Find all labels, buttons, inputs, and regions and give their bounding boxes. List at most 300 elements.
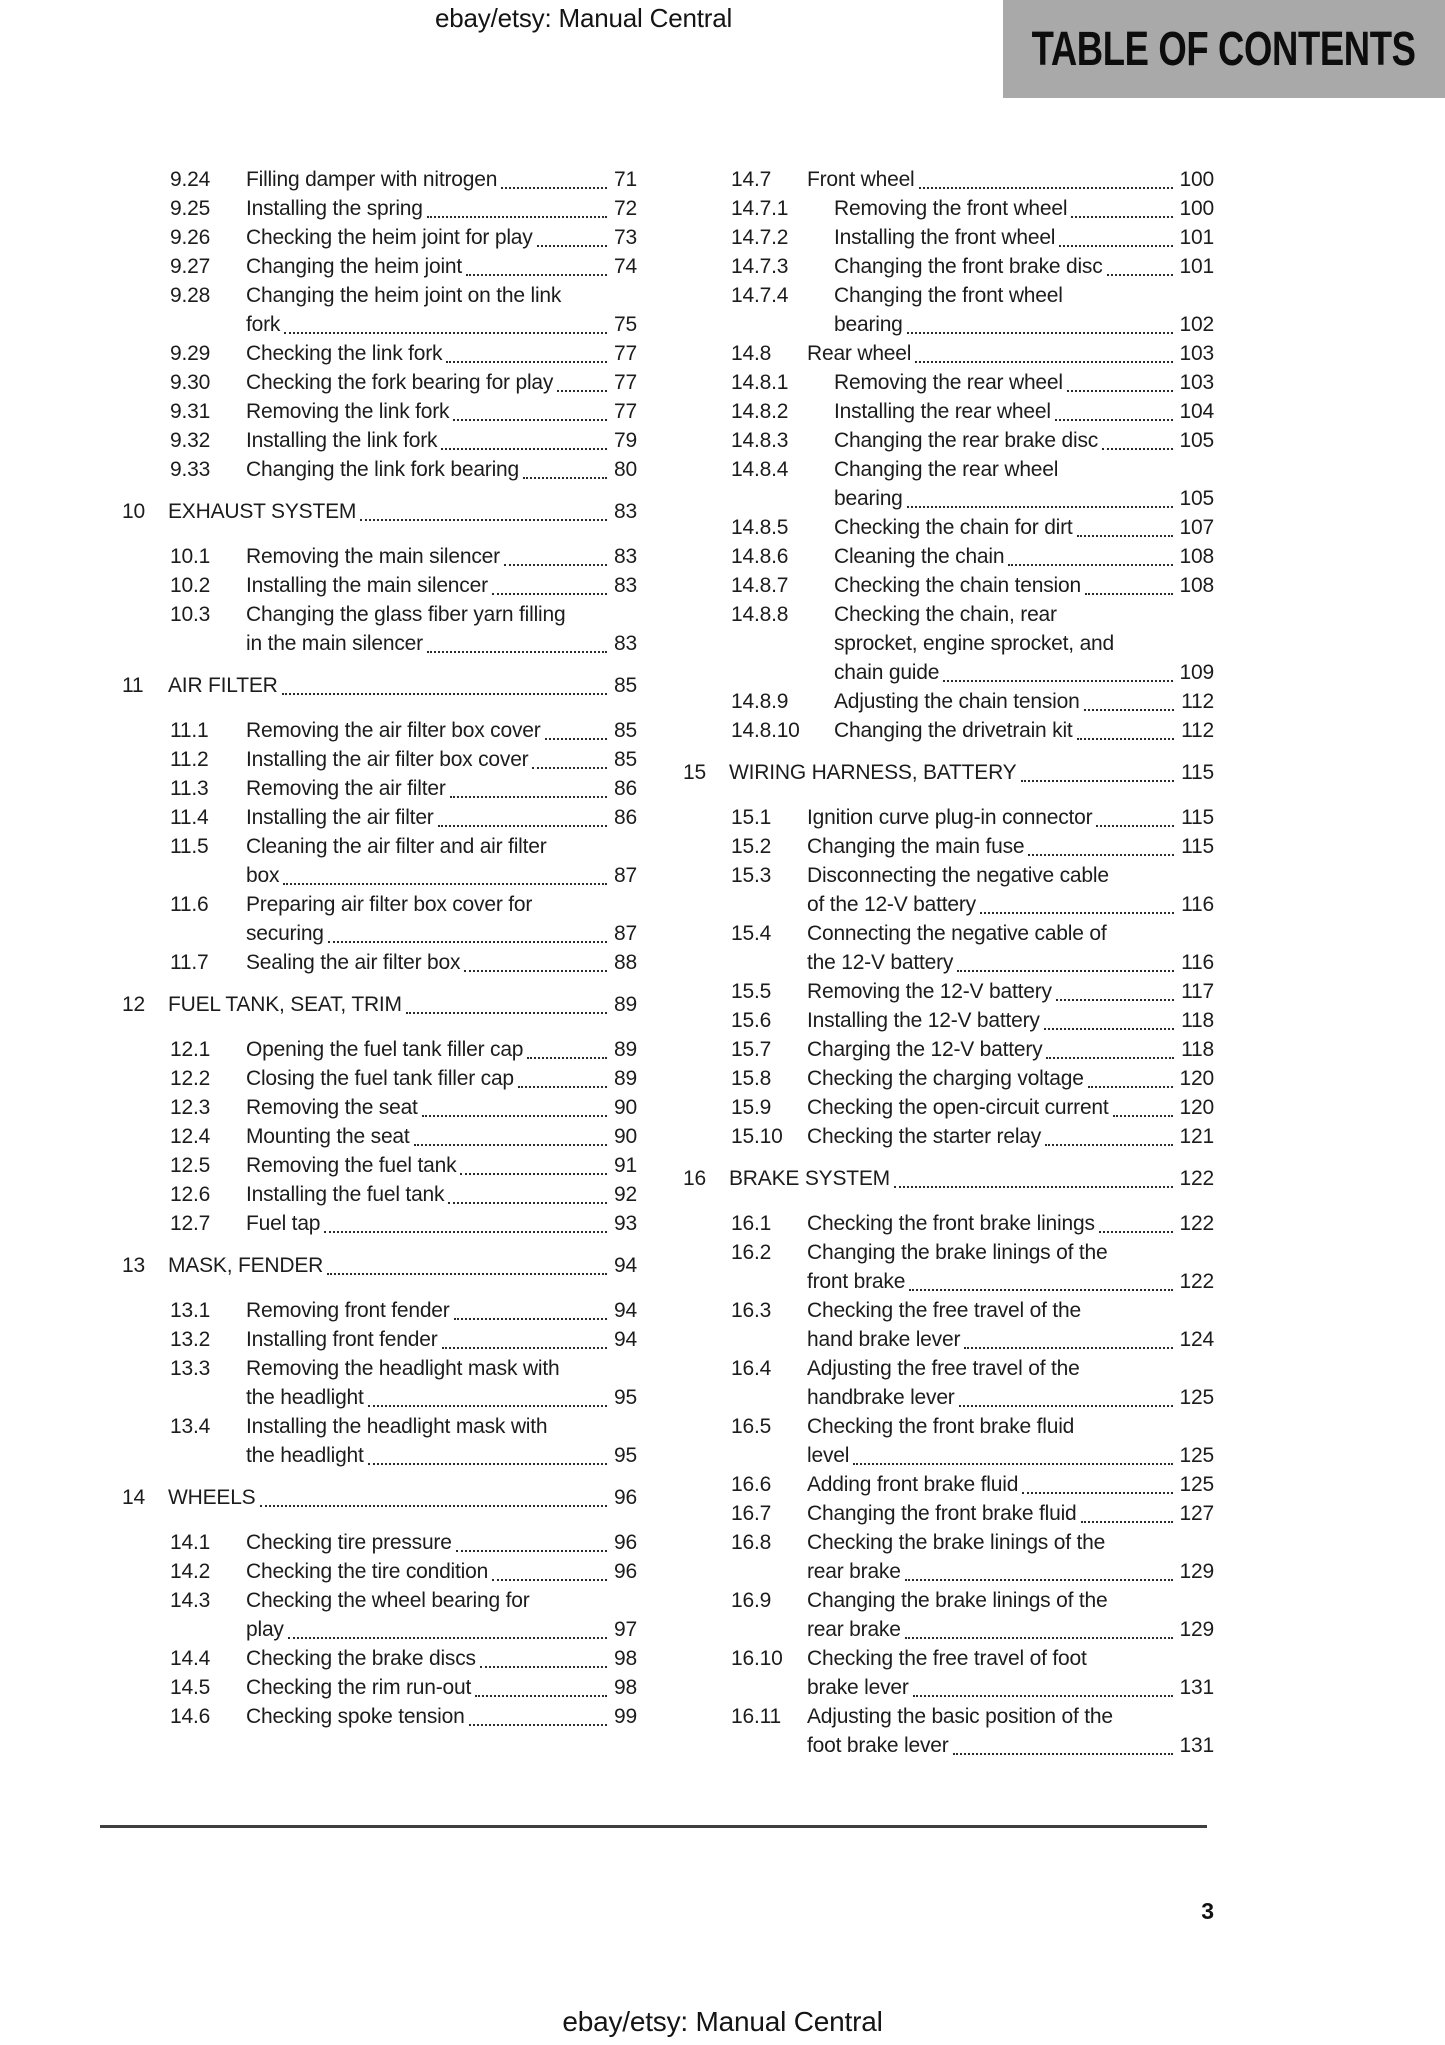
dot-leader bbox=[460, 1169, 607, 1175]
toc-entry-14.8.8 bbox=[683, 600, 1214, 687]
toc-entry-page-number: 83 bbox=[614, 574, 637, 597]
toc-entry-title-line: Checking spoke tension bbox=[246, 1705, 465, 1728]
dot-leader bbox=[406, 1008, 607, 1014]
toc-entry-page-number: 124 bbox=[1179, 1328, 1214, 1351]
toc-entry-number: 14.6 bbox=[170, 1705, 211, 1728]
toc-entry-number: 11.5 bbox=[170, 835, 209, 858]
dot-leader bbox=[324, 1227, 607, 1233]
toc-entry-title-line: Disconnecting the negative cable bbox=[807, 864, 1109, 887]
toc-entry-15.9 bbox=[683, 1093, 1214, 1122]
toc-entry-number: 15.2 bbox=[731, 835, 772, 858]
footer-divider-rule bbox=[100, 1825, 1207, 1828]
toc-entry-title-line: Checking the open-circuit current bbox=[807, 1096, 1109, 1119]
toc-entry-10.2 bbox=[122, 571, 637, 600]
toc-entry-title-line: the headlight bbox=[246, 1444, 364, 1467]
toc-entry-number: 14.8.7 bbox=[731, 574, 789, 597]
dot-leader bbox=[905, 1633, 1173, 1639]
toc-entry-title-line: Checking the link fork bbox=[246, 342, 443, 365]
toc-entry-9.24 bbox=[122, 165, 637, 194]
toc-entry-page-number: 104 bbox=[1179, 400, 1214, 423]
toc-entry-9.30 bbox=[122, 368, 637, 397]
toc-entry-page-number: 103 bbox=[1179, 371, 1214, 394]
dot-leader bbox=[283, 879, 607, 885]
toc-entry-14.5 bbox=[122, 1673, 637, 1702]
toc-entry-title-line: Rear wheel bbox=[807, 342, 912, 365]
toc-entry-title-line: handbrake lever bbox=[807, 1386, 955, 1409]
toc-entry-16.9 bbox=[683, 1586, 1214, 1644]
toc-entry-14.8.5 bbox=[683, 513, 1214, 542]
toc-entry-page-number: 115 bbox=[1181, 835, 1214, 858]
toc-entry-page-number: 108 bbox=[1179, 545, 1214, 568]
toc-entry-number: 12.3 bbox=[170, 1096, 211, 1119]
toc-entry-title-line: Checking the chain, rear bbox=[834, 603, 1057, 626]
toc-entry-title-line: Fuel tap bbox=[246, 1212, 321, 1235]
toc-entry-page-number: 112 bbox=[1181, 719, 1214, 742]
toc-entry-page-number: 86 bbox=[614, 777, 637, 800]
toc-entry-title-line: Changing the heim joint bbox=[246, 255, 463, 278]
toc-entry-title-line: Changing the drivetrain kit bbox=[834, 719, 1073, 742]
toc-entry-number: 11.2 bbox=[170, 748, 209, 771]
dot-leader bbox=[1021, 776, 1175, 782]
dot-leader bbox=[907, 328, 1173, 334]
toc-entry-15.2 bbox=[683, 832, 1214, 861]
toc-entry-page-number: 83 bbox=[614, 545, 637, 568]
toc-entry-page-number: 125 bbox=[1179, 1444, 1214, 1467]
dot-leader bbox=[504, 560, 607, 566]
dot-leader bbox=[905, 1575, 1173, 1581]
toc-entry-11 bbox=[122, 671, 637, 700]
toc-entry-page-number: 100 bbox=[1179, 168, 1214, 191]
toc-entry-15.5 bbox=[683, 977, 1214, 1006]
toc-entry-title-line: Front wheel bbox=[807, 168, 915, 191]
toc-entry-page-number: 89 bbox=[614, 1067, 637, 1090]
toc-entry-title-line: of the 12-V battery bbox=[807, 893, 976, 916]
toc-entry-number: 9.26 bbox=[170, 226, 211, 249]
dot-leader bbox=[1096, 821, 1174, 827]
toc-entry-title-line: Changing the heim joint on the link bbox=[246, 284, 562, 307]
toc-entry-title-line: Changing the front wheel bbox=[834, 284, 1063, 307]
toc-entry-number: 14.8.5 bbox=[731, 516, 789, 539]
toc-entry-number: 10.3 bbox=[170, 603, 211, 626]
toc-entry-page-number: 83 bbox=[614, 632, 637, 655]
dot-leader bbox=[450, 792, 607, 798]
toc-entry-9.33 bbox=[122, 455, 637, 484]
toc-entry-number: 15.8 bbox=[731, 1067, 772, 1090]
toc-entry-15 bbox=[683, 758, 1214, 787]
toc-entry-15.10 bbox=[683, 1122, 1214, 1151]
toc-entry-title-line: Installing front fender bbox=[246, 1328, 438, 1351]
toc-entry-page-number: 88 bbox=[614, 951, 637, 974]
toc-entry-page-number: 80 bbox=[614, 458, 637, 481]
toc-entry-title-line: Checking the free travel of the bbox=[807, 1299, 1081, 1322]
dot-leader bbox=[1088, 1082, 1173, 1088]
toc-entry-page-number: 73 bbox=[614, 226, 637, 249]
toc-entry-page-number: 127 bbox=[1179, 1502, 1214, 1525]
toc-entry-title-line: hand brake lever bbox=[807, 1328, 961, 1351]
toc-entry-number: 15.1 bbox=[731, 806, 772, 829]
toc-entry-number: 13.1 bbox=[170, 1299, 211, 1322]
dot-leader bbox=[1084, 705, 1175, 711]
toc-entry-title-line: Changing the main fuse bbox=[807, 835, 1025, 858]
toc-entry-title-line: MASK, FENDER bbox=[168, 1254, 324, 1277]
toc-entry-14.8.3 bbox=[683, 426, 1214, 455]
toc-entry-page-number: 92 bbox=[614, 1183, 637, 1206]
toc-entry-number: 11.1 bbox=[170, 719, 209, 742]
toc-entry-page-number: 121 bbox=[1179, 1125, 1214, 1148]
dot-leader bbox=[1107, 270, 1173, 276]
dot-leader bbox=[492, 589, 607, 595]
toc-entry-page-number: 79 bbox=[614, 429, 637, 452]
toc-entry-11.1 bbox=[122, 716, 637, 745]
toc-entry-14.8.6 bbox=[683, 542, 1214, 571]
toc-entry-title-line: Checking the charging voltage bbox=[807, 1067, 1084, 1090]
toc-entry-page-number: 86 bbox=[614, 806, 637, 829]
toc-entry-11.5 bbox=[122, 832, 637, 890]
toc-entry-page-number: 77 bbox=[614, 342, 637, 365]
dot-leader bbox=[1028, 850, 1174, 856]
toc-entry-title-line: Removing the rear wheel bbox=[834, 371, 1063, 394]
toc-entry-title-line: Checking the wheel bearing for bbox=[246, 1589, 530, 1612]
toc-entry-title-line: Changing the brake linings of the bbox=[807, 1241, 1108, 1264]
toc-entry-title-line: front brake bbox=[807, 1270, 906, 1293]
toc-entry-title-line: brake lever bbox=[807, 1676, 909, 1699]
toc-entry-title-line: Checking the starter relay bbox=[807, 1125, 1042, 1148]
toc-entry-page-number: 116 bbox=[1181, 951, 1214, 974]
toc-entry-9.25 bbox=[122, 194, 637, 223]
dot-leader bbox=[557, 386, 607, 392]
toc-entry-page-number: 116 bbox=[1181, 893, 1214, 916]
toc-entry-16.1 bbox=[683, 1209, 1214, 1238]
dot-leader bbox=[501, 183, 607, 189]
header-site-label: ebay/etsy: Manual Central bbox=[435, 3, 733, 33]
toc-entry-title-line: Removing the seat bbox=[246, 1096, 418, 1119]
toc-entry-12.5 bbox=[122, 1151, 637, 1180]
dot-leader bbox=[919, 183, 1173, 189]
toc-entry-title-line: rear brake bbox=[807, 1618, 901, 1641]
toc-entry-number: 10.2 bbox=[170, 574, 211, 597]
toc-entry-title-line: Cleaning the chain bbox=[834, 545, 1005, 568]
dot-leader bbox=[368, 1401, 607, 1407]
toc-entry-number: 14.3 bbox=[170, 1589, 211, 1612]
toc-entry-number: 14.8.3 bbox=[731, 429, 789, 452]
toc-entry-number: 9.31 bbox=[170, 400, 211, 423]
toc-entry-page-number: 105 bbox=[1179, 429, 1214, 452]
toc-entry-13.3 bbox=[122, 1354, 637, 1412]
toc-entry-number: 13.2 bbox=[170, 1328, 211, 1351]
toc-entry-page-number: 131 bbox=[1179, 1734, 1214, 1757]
toc-entry-14.8.9 bbox=[683, 687, 1214, 716]
toc-entry-9.31 bbox=[122, 397, 637, 426]
toc-entry-16.2 bbox=[683, 1238, 1214, 1296]
toc-entry-title-line: Checking the chain for dirt bbox=[834, 516, 1073, 539]
toc-entry-page-number: 101 bbox=[1179, 255, 1214, 278]
toc-entry-number: 15 bbox=[683, 761, 706, 784]
toc-entry-number: 11.3 bbox=[170, 777, 209, 800]
toc-entry-title-line: Removing the fuel tank bbox=[246, 1154, 457, 1177]
toc-entry-title-line: Filling damper with nitrogen bbox=[246, 168, 498, 191]
toc-entry-title-line: Opening the fuel tank filler cap bbox=[246, 1038, 524, 1061]
dot-leader bbox=[545, 734, 608, 740]
toc-entry-15.7 bbox=[683, 1035, 1214, 1064]
toc-entry-page-number: 87 bbox=[614, 864, 637, 887]
toc-entry-title-line: Installing the headlight mask with bbox=[246, 1415, 548, 1438]
toc-entry-number: 13.3 bbox=[170, 1357, 211, 1380]
toc-entry-title-line: level bbox=[807, 1444, 850, 1467]
dot-leader bbox=[1099, 1227, 1173, 1233]
toc-entry-title-line: fork bbox=[246, 313, 281, 336]
dot-leader bbox=[360, 515, 607, 521]
toc-entry-title-line: Checking the fork bearing for play bbox=[246, 371, 554, 394]
toc-entry-title-line: Changing the rear brake disc bbox=[834, 429, 1099, 452]
toc-entry-title-line: Removing the air filter bbox=[246, 777, 446, 800]
toc-entry-16.10 bbox=[683, 1644, 1214, 1702]
toc-entry-number: 14.8 bbox=[731, 342, 772, 365]
toc-entry-9.27 bbox=[122, 252, 637, 281]
toc-entry-page-number: 90 bbox=[614, 1125, 637, 1148]
toc-entry-page-number: 105 bbox=[1179, 487, 1214, 510]
dot-leader bbox=[492, 1575, 607, 1581]
toc-entry-13.2 bbox=[122, 1325, 637, 1354]
toc-entry-13.4 bbox=[122, 1412, 637, 1470]
toc-entry-14.8.10 bbox=[683, 716, 1214, 745]
toc-entry-16.8 bbox=[683, 1528, 1214, 1586]
dot-leader bbox=[327, 1269, 607, 1275]
toc-entry-title-line: Checking the rim run-out bbox=[246, 1676, 472, 1699]
toc-entry-12.7 bbox=[122, 1209, 637, 1238]
toc-entry-page-number: 87 bbox=[614, 922, 637, 945]
dot-leader bbox=[475, 1691, 607, 1697]
toc-entry-number: 16.4 bbox=[731, 1357, 772, 1380]
toc-entry-number: 14.1 bbox=[170, 1531, 211, 1554]
toc-entry-page-number: 77 bbox=[614, 400, 637, 423]
toc-entry-number: 9.30 bbox=[170, 371, 211, 394]
toc-entry-14.8.4 bbox=[683, 455, 1214, 513]
toc-entry-title-line: Installing the air filter bbox=[246, 806, 434, 829]
toc-entry-page-number: 91 bbox=[614, 1154, 637, 1177]
toc-entry-title-line: bearing bbox=[834, 313, 903, 336]
toc-entry-number: 16.8 bbox=[731, 1531, 772, 1554]
toc-entry-page-number: 112 bbox=[1181, 690, 1214, 713]
toc-entry-10.3 bbox=[122, 600, 637, 658]
toc-entry-title-line: Checking the front brake linings bbox=[807, 1212, 1095, 1235]
toc-entry-13 bbox=[122, 1251, 637, 1280]
dot-leader bbox=[441, 444, 607, 450]
toc-entry-page-number: 125 bbox=[1179, 1473, 1214, 1496]
toc-entry-title-line: Checking the heim joint for play bbox=[246, 226, 533, 249]
toc-entry-title-line: Adding front brake fluid bbox=[807, 1473, 1019, 1496]
toc-entry-number: 11 bbox=[122, 674, 144, 697]
dot-leader bbox=[414, 1140, 607, 1146]
dot-leader bbox=[943, 676, 1172, 682]
toc-entry-number: 10 bbox=[122, 500, 145, 523]
toc-entry-title-line: Checking tire pressure bbox=[246, 1531, 452, 1554]
dot-leader bbox=[1022, 1488, 1172, 1494]
toc-entry-page-number: 71 bbox=[614, 168, 637, 191]
toc-entry-14.7.3 bbox=[683, 252, 1214, 281]
dot-leader bbox=[1081, 1517, 1173, 1523]
toc-entry-number: 16.7 bbox=[731, 1502, 772, 1525]
toc-entry-12 bbox=[122, 990, 637, 1019]
toc-entry-page-number: 90 bbox=[614, 1096, 637, 1119]
toc-entry-page-number: 120 bbox=[1179, 1067, 1214, 1090]
toc-entry-title-line: Installing the rear wheel bbox=[834, 400, 1051, 423]
toc-entry-number: 11.4 bbox=[170, 806, 209, 829]
toc-entry-title-line: FUEL TANK, SEAT, TRIM bbox=[168, 993, 402, 1016]
dot-leader bbox=[427, 647, 607, 653]
toc-entry-number: 14.7.4 bbox=[731, 284, 789, 307]
toc-column-left bbox=[122, 165, 637, 1731]
dot-leader bbox=[1071, 212, 1172, 218]
dot-leader bbox=[442, 1343, 608, 1349]
toc-entry-number: 14.7 bbox=[731, 168, 772, 191]
toc-entry-number: 14.2 bbox=[170, 1560, 211, 1583]
toc-entry-number: 14.7.1 bbox=[731, 197, 789, 220]
toc-entry-14.1 bbox=[122, 1528, 637, 1557]
dot-leader bbox=[1055, 415, 1173, 421]
toc-entry-title-line: AIR FILTER bbox=[168, 674, 278, 697]
toc-entry-number: 16.3 bbox=[731, 1299, 772, 1322]
dot-leader bbox=[453, 415, 607, 421]
toc-entry-page-number: 97 bbox=[614, 1618, 637, 1641]
toc-entry-number: 13.4 bbox=[170, 1415, 211, 1438]
footer-site-label: ebay/etsy: Manual Central bbox=[562, 2006, 883, 2037]
toc-entry-page-number: 129 bbox=[1179, 1618, 1214, 1641]
toc-entry-number: 15.4 bbox=[731, 922, 772, 945]
toc-entry-page-number: 94 bbox=[614, 1328, 637, 1351]
dot-leader bbox=[1077, 734, 1175, 740]
toc-entry-title-line: Adjusting the free travel of the bbox=[807, 1357, 1080, 1380]
toc-entry-15.1 bbox=[683, 803, 1214, 832]
toc-entry-page-number: 94 bbox=[614, 1254, 637, 1277]
toc-entry-number: 12.4 bbox=[170, 1125, 211, 1148]
toc-entry-page-number: 74 bbox=[614, 255, 637, 278]
toc-banner bbox=[1003, 0, 1445, 98]
toc-entry-16.7 bbox=[683, 1499, 1214, 1528]
toc-entry-10.1 bbox=[122, 542, 637, 571]
toc-entry-14.7.1 bbox=[683, 194, 1214, 223]
toc-entry-title-line: Connecting the negative cable of bbox=[807, 922, 1107, 945]
toc-entry-number: 12.1 bbox=[170, 1038, 211, 1061]
toc-entry-title-line: Removing the link fork bbox=[246, 400, 450, 423]
toc-entry-title-line: Checking the free travel of foot bbox=[807, 1647, 1087, 1670]
toc-entry-page-number: 96 bbox=[614, 1531, 637, 1554]
toc-entry-16.6 bbox=[683, 1470, 1214, 1499]
dot-leader bbox=[464, 966, 607, 972]
toc-entry-number: 14.8.4 bbox=[731, 458, 789, 481]
toc-entry-page-number: 93 bbox=[614, 1212, 637, 1235]
toc-entry-title-line: Sealing the air filter box bbox=[246, 951, 461, 974]
toc-entry-15.3 bbox=[683, 861, 1214, 919]
toc-entry-title-line: Installing the fuel tank bbox=[246, 1183, 445, 1206]
toc-entry-14.7.4 bbox=[683, 281, 1214, 339]
toc-entry-title-line: Removing the main silencer bbox=[246, 545, 500, 568]
toc-entry-14.7.2 bbox=[683, 223, 1214, 252]
toc-entry-number: 16.5 bbox=[731, 1415, 772, 1438]
toc-entry-page-number: 75 bbox=[614, 313, 637, 336]
toc-entry-number: 15.10 bbox=[731, 1125, 783, 1148]
toc-entry-page-number: 72 bbox=[614, 197, 637, 220]
toc-entry-title-line: Installing the main silencer bbox=[246, 574, 488, 597]
toc-entry-title-line: Removing front fender bbox=[246, 1299, 450, 1322]
toc-entry-title-line: Checking the brake linings of the bbox=[807, 1531, 1106, 1554]
toc-entry-16.11 bbox=[683, 1702, 1214, 1760]
toc-entry-page-number: 117 bbox=[1181, 980, 1214, 1003]
dot-leader bbox=[907, 502, 1173, 508]
toc-entry-title-line: Removing the headlight mask with bbox=[246, 1357, 560, 1380]
toc-entry-page-number: 108 bbox=[1179, 574, 1214, 597]
toc-entry-title-line: Changing the rear wheel bbox=[834, 458, 1059, 481]
toc-entry-page-number: 129 bbox=[1179, 1560, 1214, 1583]
toc-entry-14.3 bbox=[122, 1586, 637, 1644]
toc-entry-14.8 bbox=[683, 339, 1214, 368]
toc-entry-14 bbox=[122, 1483, 637, 1512]
dot-leader bbox=[282, 689, 607, 695]
toc-entry-number: 12.2 bbox=[170, 1067, 211, 1090]
toc-entry-number: 16.9 bbox=[731, 1589, 772, 1612]
dot-leader bbox=[469, 1720, 607, 1726]
toc-entry-title-line: Mounting the seat bbox=[246, 1125, 410, 1148]
dot-leader bbox=[1008, 560, 1172, 566]
toc-entry-title-line: Changing the link fork bearing bbox=[246, 458, 520, 481]
toc-entry-page-number: 85 bbox=[614, 674, 637, 697]
toc-entry-number: 9.33 bbox=[170, 458, 211, 481]
toc-entry-number: 14.8.2 bbox=[731, 400, 789, 423]
toc-entry-title-line: Closing the fuel tank filler cap bbox=[246, 1067, 514, 1090]
toc-entry-page-number: 77 bbox=[614, 371, 637, 394]
dot-leader bbox=[448, 1198, 607, 1204]
dot-leader bbox=[1077, 531, 1173, 537]
toc-entry-number: 10.1 bbox=[170, 545, 211, 568]
dot-leader bbox=[454, 1314, 607, 1320]
toc-entry-number: 16.10 bbox=[731, 1647, 783, 1670]
dot-leader bbox=[1102, 444, 1172, 450]
toc-entry-title-line: Changing the front brake fluid bbox=[807, 1502, 1077, 1525]
toc-entry-title-line: Charging the 12-V battery bbox=[807, 1038, 1043, 1061]
dot-leader bbox=[1056, 995, 1174, 1001]
toc-entry-number: 9.25 bbox=[170, 197, 211, 220]
toc-entry-page-number: 83 bbox=[614, 500, 637, 523]
toc-entry-title-line: Adjusting the chain tension bbox=[834, 690, 1080, 713]
dot-leader bbox=[1059, 241, 1172, 247]
toc-entry-14.2 bbox=[122, 1557, 637, 1586]
toc-entry-11.6 bbox=[122, 890, 637, 948]
toc-entry-title-line: Removing the front wheel bbox=[834, 197, 1068, 220]
dot-leader bbox=[1045, 1140, 1172, 1146]
dot-leader bbox=[913, 1691, 1173, 1697]
toc-entry-title-line: sprocket, engine sprocket, and bbox=[834, 632, 1115, 655]
toc-entry-12.1 bbox=[122, 1035, 637, 1064]
toc-entry-title-line: securing bbox=[246, 922, 324, 945]
page-title: TABLE OF CONTENTS bbox=[1032, 22, 1416, 76]
toc-entry-number: 14.7.2 bbox=[731, 226, 789, 249]
toc-entry-page-number: 115 bbox=[1181, 806, 1214, 829]
toc-entry-page-number: 115 bbox=[1181, 761, 1214, 784]
toc-entry-title-line: Removing the air filter box cover bbox=[246, 719, 541, 742]
toc-entry-number: 15.5 bbox=[731, 980, 772, 1003]
toc-entry-14.4 bbox=[122, 1644, 637, 1673]
toc-entry-number: 12.6 bbox=[170, 1183, 211, 1206]
toc-entry-page-number: 122 bbox=[1179, 1212, 1214, 1235]
dot-leader bbox=[953, 1749, 1173, 1755]
toc-entry-title-line: BRAKE SYSTEM bbox=[729, 1167, 890, 1190]
toc-entry-14.6 bbox=[122, 1702, 637, 1731]
toc-entry-page-number: 89 bbox=[614, 993, 637, 1016]
dot-leader bbox=[532, 763, 607, 769]
dot-leader bbox=[909, 1285, 1172, 1291]
toc-entry-title-line: Ignition curve plug-in connector bbox=[807, 806, 1093, 829]
toc-entry-14.8.7 bbox=[683, 571, 1214, 600]
toc-entry-page-number: 96 bbox=[614, 1560, 637, 1583]
